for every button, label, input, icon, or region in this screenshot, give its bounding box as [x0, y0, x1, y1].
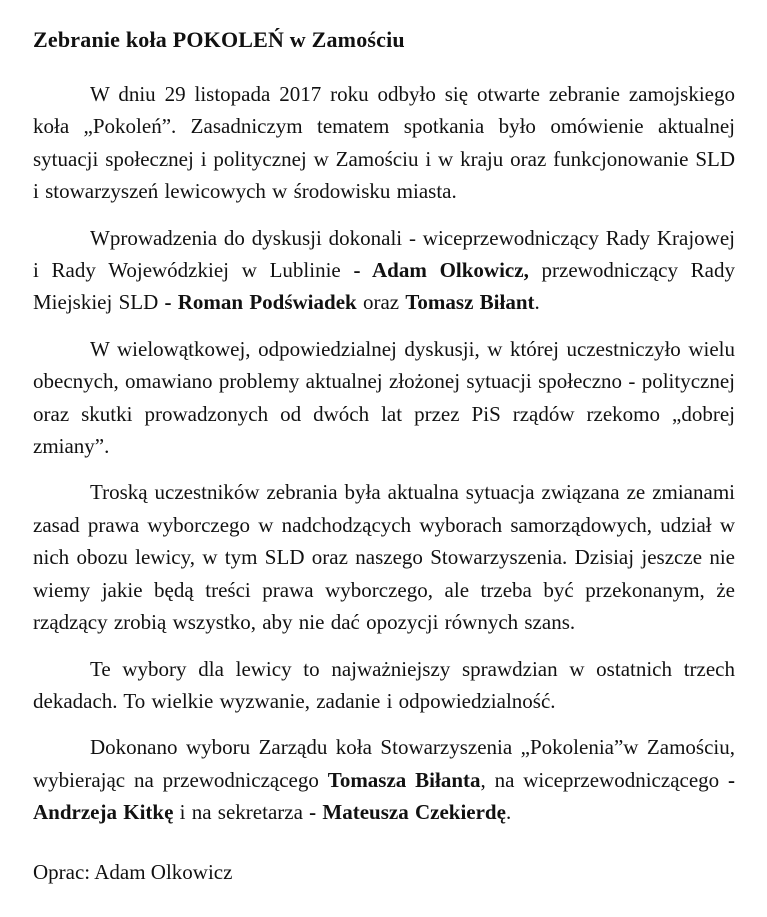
text-run: Wprowadzenia do dyskusji dokonali - wiceprzewodniczący Rady Krajowej i Rady Wojewódzkiej w Lublinie: [33, 225, 735, 283]
document-title: Zebranie koła POKOLEŃ w Zamościu: [33, 27, 405, 52]
text-run: oraz: [356, 290, 406, 315]
paragraph: [33, 653, 735, 718]
document-body: [33, 78, 735, 829]
text-run: i na sekretarza: [173, 800, 310, 825]
text-run: przewodniczący Rady Miejskiej SLD: [33, 258, 736, 315]
text-run-bold: - Roman Podświadek: [164, 290, 357, 315]
text-run-bold: - Andrzeja Kitkę: [33, 767, 736, 825]
text-run-bold: Tomasz Biłant: [405, 290, 535, 315]
author-line: Oprac: Adam Olkowicz: [33, 860, 233, 884]
text-run-bold: Tomasza Biłanta: [327, 767, 481, 792]
text-run: , na wiceprzewodniczącego: [480, 767, 729, 792]
paragraph: [33, 222, 735, 319]
text-run: Te wybory dla lewicy to najważniejszy sprawdzian w ostatnich trzech dekadach. To wielkie wyzwanie, zadanie i odpowiedzialność.: [33, 656, 735, 713]
paragraph: [33, 731, 735, 828]
text-run: .: [505, 800, 512, 825]
text-run: .: [534, 290, 540, 315]
paragraph: [33, 78, 735, 208]
text-run: Troską uczestników zebrania była aktualna sytuacja związana ze zmianami zasad prawa wyborczego w nadchodzących wyborach samorządowych, udział w nich obozu lewicy, w tym SLD oraz naszego Stowarzyszenia. Dzisiaj jeszcze nie wiemy jakie będą treści prawa wyborczego, ale trzeba być przekonanym, że rządzący zrobią wszystko, aby nie dać opozycji równych szans.: [33, 480, 735, 635]
text-run: W wielowątkowej, odpowiedzialnej dyskusji, w której uczestniczyło wielu obecnych, omawiano problemy aktualnej złożonej sytuacji społeczno - politycznej oraz skutki prowadzonych od dwóch lat przez PiS rządów rzekomo „dobrej zmiany”.: [33, 336, 735, 459]
text-run: W dniu 29 listopada 2017 roku odbyło się otwarte zebranie zamojskiego koła „Pokoleń”. Zasadniczym tematem spotkania było omówienie aktualnej sytuacji społecznej i politycznej w Zamościu i w kraju oraz funkcjonowanie SLD i stowarzyszeń lewicowych w środowisku miasta.: [33, 82, 735, 204]
text-run-bold: - Mateusza Czekierdę: [309, 800, 506, 825]
paragraph: [33, 333, 735, 463]
paragraph: [33, 476, 735, 638]
text-run-bold: - Adam Olkowicz,: [353, 258, 529, 283]
text-run: Dokonano wyboru Zarządu koła Stowarzyszenia „Pokolenia”w Zamościu, wybierając na przewodniczącego: [33, 735, 735, 792]
